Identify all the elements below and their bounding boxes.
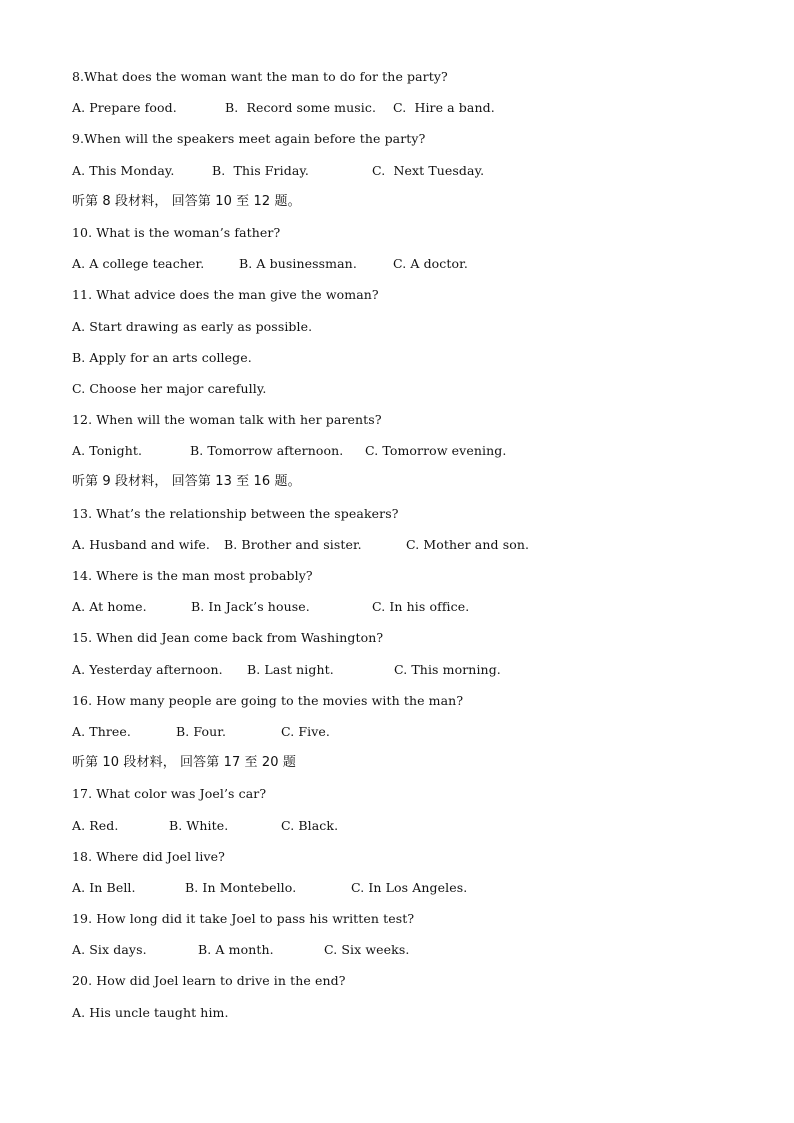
question-17: 17. What color was Joel’s car? — [72, 786, 267, 802]
option-a: A. Red. — [72, 817, 119, 833]
question-10: 10. What is the woman’s father? — [72, 224, 281, 240]
question-12-options — [72, 442, 762, 473]
option-b: B. A month. — [198, 942, 274, 958]
question-8: 8.What does the woman want the man to do for the party? — [72, 69, 448, 84]
question-12: 12. When will the woman talk with her parents? — [72, 412, 382, 428]
section-heading-10: 听第 10 段材料， 回答第 17 至 20 题 — [72, 755, 296, 771]
option-c: C. Tomorrow evening. — [365, 443, 507, 459]
option-c: C. Five. — [281, 723, 330, 739]
question-19: 19. How long did it take Joel to pass his written test? — [72, 911, 415, 927]
option-c: C. Next Tuesday. — [372, 162, 485, 178]
option-c: C. A doctor. — [393, 256, 468, 272]
option-a: A. Tonight. — [72, 443, 143, 459]
question-8-options — [72, 99, 762, 130]
question-14-options — [72, 598, 762, 629]
option-b: B. This Friday. — [212, 162, 309, 178]
option-c: C. Six weeks. — [324, 942, 410, 958]
section-heading-8: 听第 8 段材料， 回答第 10 至 12 题。 — [72, 193, 301, 209]
option-c: C. Mother and son. — [406, 536, 530, 552]
option-c: C. In Los Angeles. — [351, 879, 468, 895]
question-11: 11. What advice does the man give the woman? — [72, 287, 379, 303]
option-b: B. Tomorrow afternoon. — [190, 443, 344, 459]
question-18-options — [72, 879, 762, 910]
option-a: A. Six days. — [72, 942, 147, 958]
option-b: B. White. — [169, 817, 229, 833]
question-11-option-a: A. Start drawing as early as possible. — [72, 318, 313, 334]
question-9: 9.When will the speakers meet again before the party? — [72, 131, 426, 147]
option-c: C. In his office. — [372, 599, 470, 615]
option-c: C. Hire a band. — [393, 100, 495, 116]
question-14: 14. Where is the man most probably? — [72, 568, 313, 583]
option-a: A. In Bell. — [72, 879, 136, 895]
option-b: B. Four. — [176, 723, 227, 739]
option-b: B. Record some music. — [225, 100, 377, 116]
exam-page — [72, 68, 762, 1035]
option-a: A. Prepare food. — [72, 100, 177, 116]
option-a: A. Three. — [72, 723, 132, 739]
question-10-options — [72, 255, 762, 286]
question-20-option-a: A. His uncle taught him. — [72, 1004, 229, 1020]
option-b: B. A businessman. — [239, 256, 357, 272]
option-b: B. Brother and sister. — [224, 536, 362, 552]
question-13: 13. What’s the relationship between the speakers? — [72, 505, 399, 521]
question-20: 20. How did Joel learn to drive in the end? — [72, 973, 346, 989]
question-15: 15. When did Jean come back from Washington? — [72, 630, 384, 646]
question-16: 16. How many people are going to the movies with the man? — [72, 692, 464, 708]
question-15-options — [72, 661, 762, 692]
section-heading-9: 听第 9 段材料， 回答第 13 至 16 题。 — [72, 474, 301, 490]
question-11-option-c: C. Choose her major carefully. — [72, 380, 267, 396]
option-a: A. At home. — [72, 599, 147, 615]
question-17-options — [72, 817, 762, 848]
question-18: 18. Where did Joel live? — [72, 848, 225, 864]
option-c: C. This morning. — [394, 661, 501, 677]
question-13-options — [72, 536, 762, 567]
option-a: A. Yesterday afternoon. — [72, 661, 223, 677]
option-a: A. Husband and wife. — [72, 536, 210, 552]
question-19-options — [72, 941, 762, 972]
option-c: C. Black. — [281, 817, 339, 833]
option-b: B. In Jack’s house. — [191, 599, 310, 615]
option-a: A. A college teacher. — [72, 256, 205, 272]
option-a: A. This Monday. — [72, 162, 175, 178]
question-16-options — [72, 723, 762, 754]
question-11-option-b: B. Apply for an arts college. — [72, 349, 252, 365]
option-b: B. In Montebello. — [185, 879, 297, 895]
option-b: B. Last night. — [247, 661, 334, 677]
question-9-options — [72, 162, 762, 193]
